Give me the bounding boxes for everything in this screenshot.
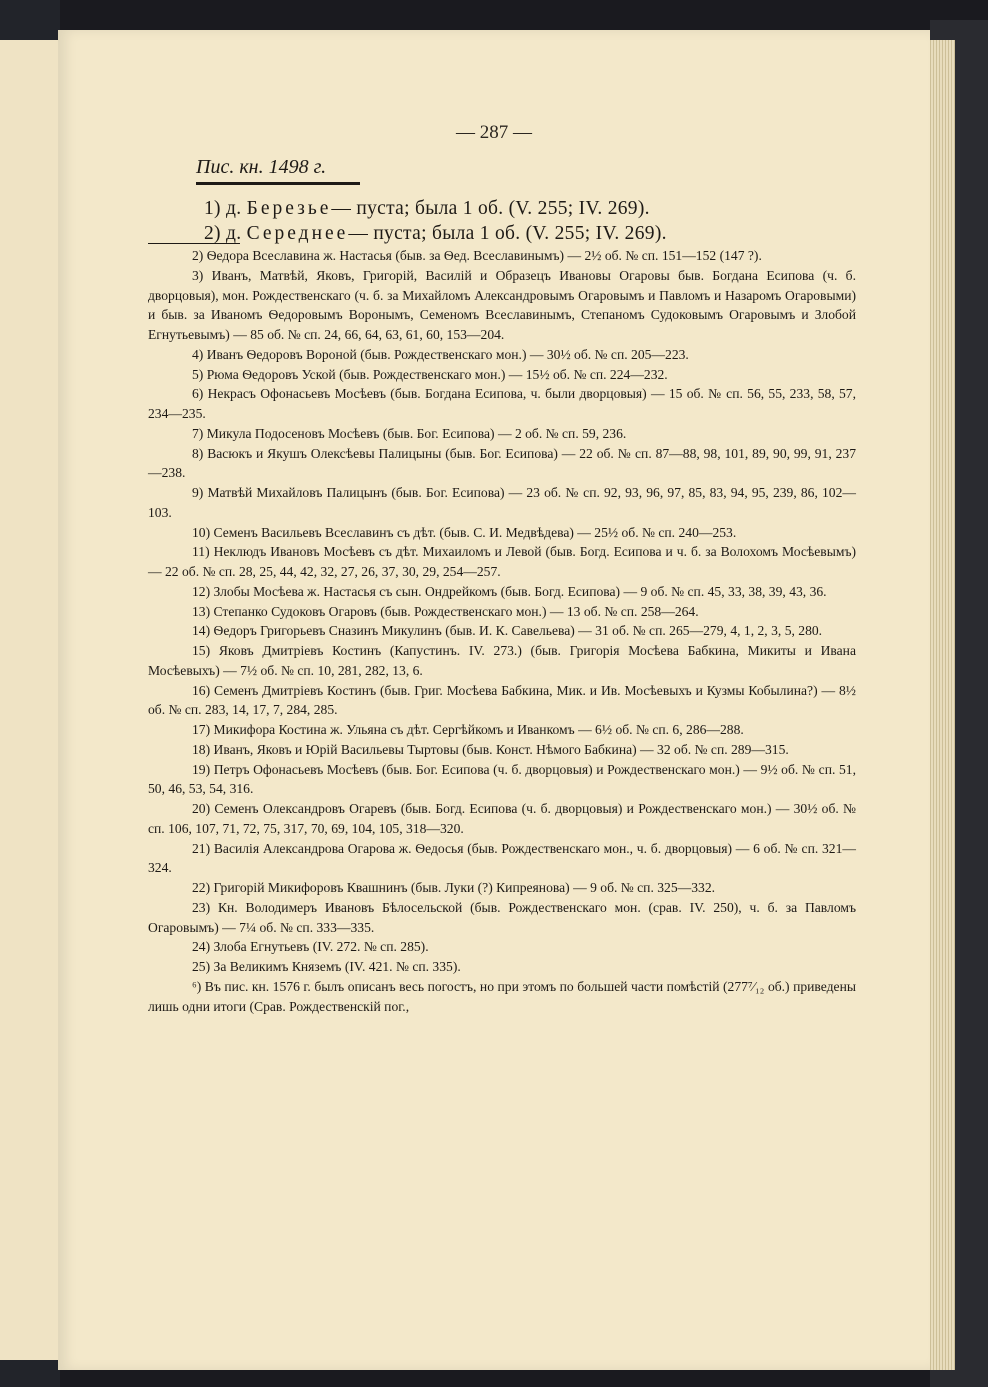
village-entry-1-prefix: д.	[226, 198, 242, 219]
footnote: 11) Неклюдъ Ивановъ Мосѣевъ съ дѣт. Михаиломъ и Левой (быв. Богд. Есипова и ч. б. за Волохомъ Мосѣевымъ) — 22 об. № сп. 28, 25, 44, 42, 32, 27, 26, 37, 30, 29, 254—257.	[148, 544, 856, 579]
village-entry-2-rest: — пуста; была 1 об. (V. 255; IV. 269).	[348, 223, 667, 244]
footnote: 4) Иванъ Ѳедоровъ Вороной (быв. Рождественскаго мон.) — 30½ об. № сп. 205—223.	[192, 346, 689, 362]
footnote: 2) Ѳедора Всеславина ж. Настасья (быв. за Ѳед. Всеславинымъ) — 2½ об. № сп. 151—152 (147 ?).	[192, 248, 762, 263]
footnote: 9) Матвѣй Михайловъ Палицынъ (быв. Бог. Есипова) — 23 об. № сп. 92, 93, 96, 97, 85, 83, 94, 95, 239, 86, 102—103.	[148, 485, 856, 520]
footnote: 13) Степанко Судоковъ Огаровъ (быв. Рождественскаго мон.) — 13 об. № сп. 258—264.	[192, 603, 699, 619]
footnote: 8) Васюкъ и Якушъ Олексѣевы Палицыны (быв. Бог. Есипова) — 22 об. № сп. 87—88, 98, 101, 89, 90, 99, 91, 237—238.	[148, 445, 856, 481]
footnote-rule	[148, 243, 240, 244]
footnote: 17) Микифора Костина ж. Ульяна съ дѣт. Сергѣйкомъ и Иванкомъ — 6½ об. № сп. 6, 286—288.	[192, 722, 744, 737]
footnote: 19) Петръ Офонасьевъ Мосѣевъ (быв. Бог. Есипова (ч. б. дворцовыя) и Рождественскаго мон.) — 9½ об. № сп. 51, 50, 46, 53, 54, 316.	[148, 761, 856, 797]
book-page	[58, 30, 930, 1370]
village-entry-1-number: 1)	[204, 198, 221, 219]
left-facing-page	[0, 40, 60, 1360]
village-entry-1-rest: — пуста; была 1 об. (V. 255; IV. 269).	[331, 198, 650, 219]
footnotes	[148, 246, 856, 1016]
village-entry-2	[204, 223, 667, 245]
footnote: 24) Злоба Егнутьевъ (IV. 272. № сп. 285).	[192, 939, 429, 955]
footnote: 6) Некрасъ Офонасьевъ Мосѣевъ (быв. Богдана Есипова, ч. были дворцовыя) — 15 об. № сп. 56, 55, 233, 58, 57, 234—235.	[148, 386, 856, 421]
village-entry-2-number: 2)	[204, 223, 221, 244]
footnote: 10) Семенъ Васильевъ Всеславинъ съ дѣт. (быв. С. И. Медвѣдева) — 25½ об. № сп. 240—253.	[192, 524, 737, 540]
footnote: 20) Семенъ Олександровъ Огаревъ (быв. Богд. Есипова (ч. б. дворцовыя) и Рождественскаго мон.) — 30½ об. № сп. 106, 107, 71, 72, 75, 317, 70, 69, 104, 105, 318—320.	[148, 801, 856, 836]
footnote: 15) Яковъ Дмитріевъ Костинъ (Капустинъ. IV. 273.) (быв. Григорія Мосѣева Бабкина, Микиты и Ивана Мосѣевыхъ) — 7½ об. № сп. 10, 281, 282, 13, 6.	[148, 643, 856, 678]
footnote: 3) Иванъ, Матвѣй, Яковъ, Григорій, Василій и Образецъ Ивановы Огаровы быв. Богдана Есипова (ч. б. дворцовыя), мон. Рождественскаго (ч. б. за Михайломъ Александровымъ Огаровымъ и Павломъ и Назаромъ Огаровыми) и быв. за Иваномъ Ѳедоровымъ Воронымъ, Семеномъ Всеславинымъ, Степаномъ Судоковымъ Огаровымъ и Злобой Егнутьевымъ) — 85 об. № сп. 24, 66, 64, 63, 61, 60, 153—204.	[148, 267, 856, 342]
footnote: 7) Микула Подосеновъ Мосѣевъ (быв. Бог. Есипова) — 2 об. № сп. 59, 236.	[192, 425, 627, 441]
footnote: 12) Злобы Мосѣева ж. Настасья съ сын. Ондрейкомъ (быв. Богд. Есипова) — 9 об. № сп. 45, 33, 38, 39, 43, 36.	[192, 583, 827, 599]
village-entry-2-name: Середнее	[246, 223, 349, 244]
footnote: 14) Ѳедоръ Григорьевъ Сназинъ Микулинъ (быв. И. К. Савельева) — 31 об. № сп. 265—279, 4, 1, 2, 3, 5, 280.	[192, 623, 823, 639]
village-entry-1-name: Березье	[246, 198, 332, 219]
footnote: 5) Рюма Ѳедоровъ Уской (быв. Рождественскаго мон.) — 15½ об. № сп. 224—232.	[192, 366, 668, 382]
village-entry-2-prefix: д.	[226, 223, 242, 244]
footnote: 16) Семенъ Дмитріевъ Костинъ (быв. Григ. Мосѣева Бабкина, Мик. и Ив. Мосѣевыхъ и Кузмы Кобылина?) — 8½ об. № сп. 283, 14, 17, 7, 284, 285.	[148, 682, 856, 718]
footnote: 25) За Великимъ Княземъ (IV. 421. № сп. 335).	[192, 959, 461, 974]
footnote: 21) Василія Александрова Огарова ж. Ѳедосья (быв. Рождественскаго мон., ч. б. дворцовыя) — 6 об. № сп. 321—324.	[148, 840, 856, 876]
page-number: — 287 —	[456, 122, 532, 143]
source-title: Пис. кн. 1498 г.	[196, 156, 327, 178]
footnote: 18) Иванъ, Яковъ и Юрій Васильевы Тыртовы (быв. Конст. Нѣмого Бабкина) — 32 об. № сп. 289—315.	[192, 741, 789, 757]
footnote: 23) Кн. Володимеръ Ивановъ Бѣлосельской (быв. Рождественскаго мон. (срав. IV. 250), ч. б. за Павломъ Огаровымъ) — 7¼ об. № сп. 333—335.	[148, 899, 856, 935]
source-title-rule	[196, 182, 360, 185]
footnote: 22) Григорій Микифоровъ Квашнинъ (быв. Луки (?) Кипреянова) — 9 об. № сп. 325—332.	[192, 880, 716, 895]
village-entry-1	[204, 198, 650, 220]
footnote: ⁶) Въ пис. кн. 1576 г. былъ описанъ весь погостъ, но при этомъ по большей части помѣстій (277⁷⁄₁₂ об.) приведены лишь одни итоги (Срав. Рождественскій пог.,	[148, 978, 856, 1014]
